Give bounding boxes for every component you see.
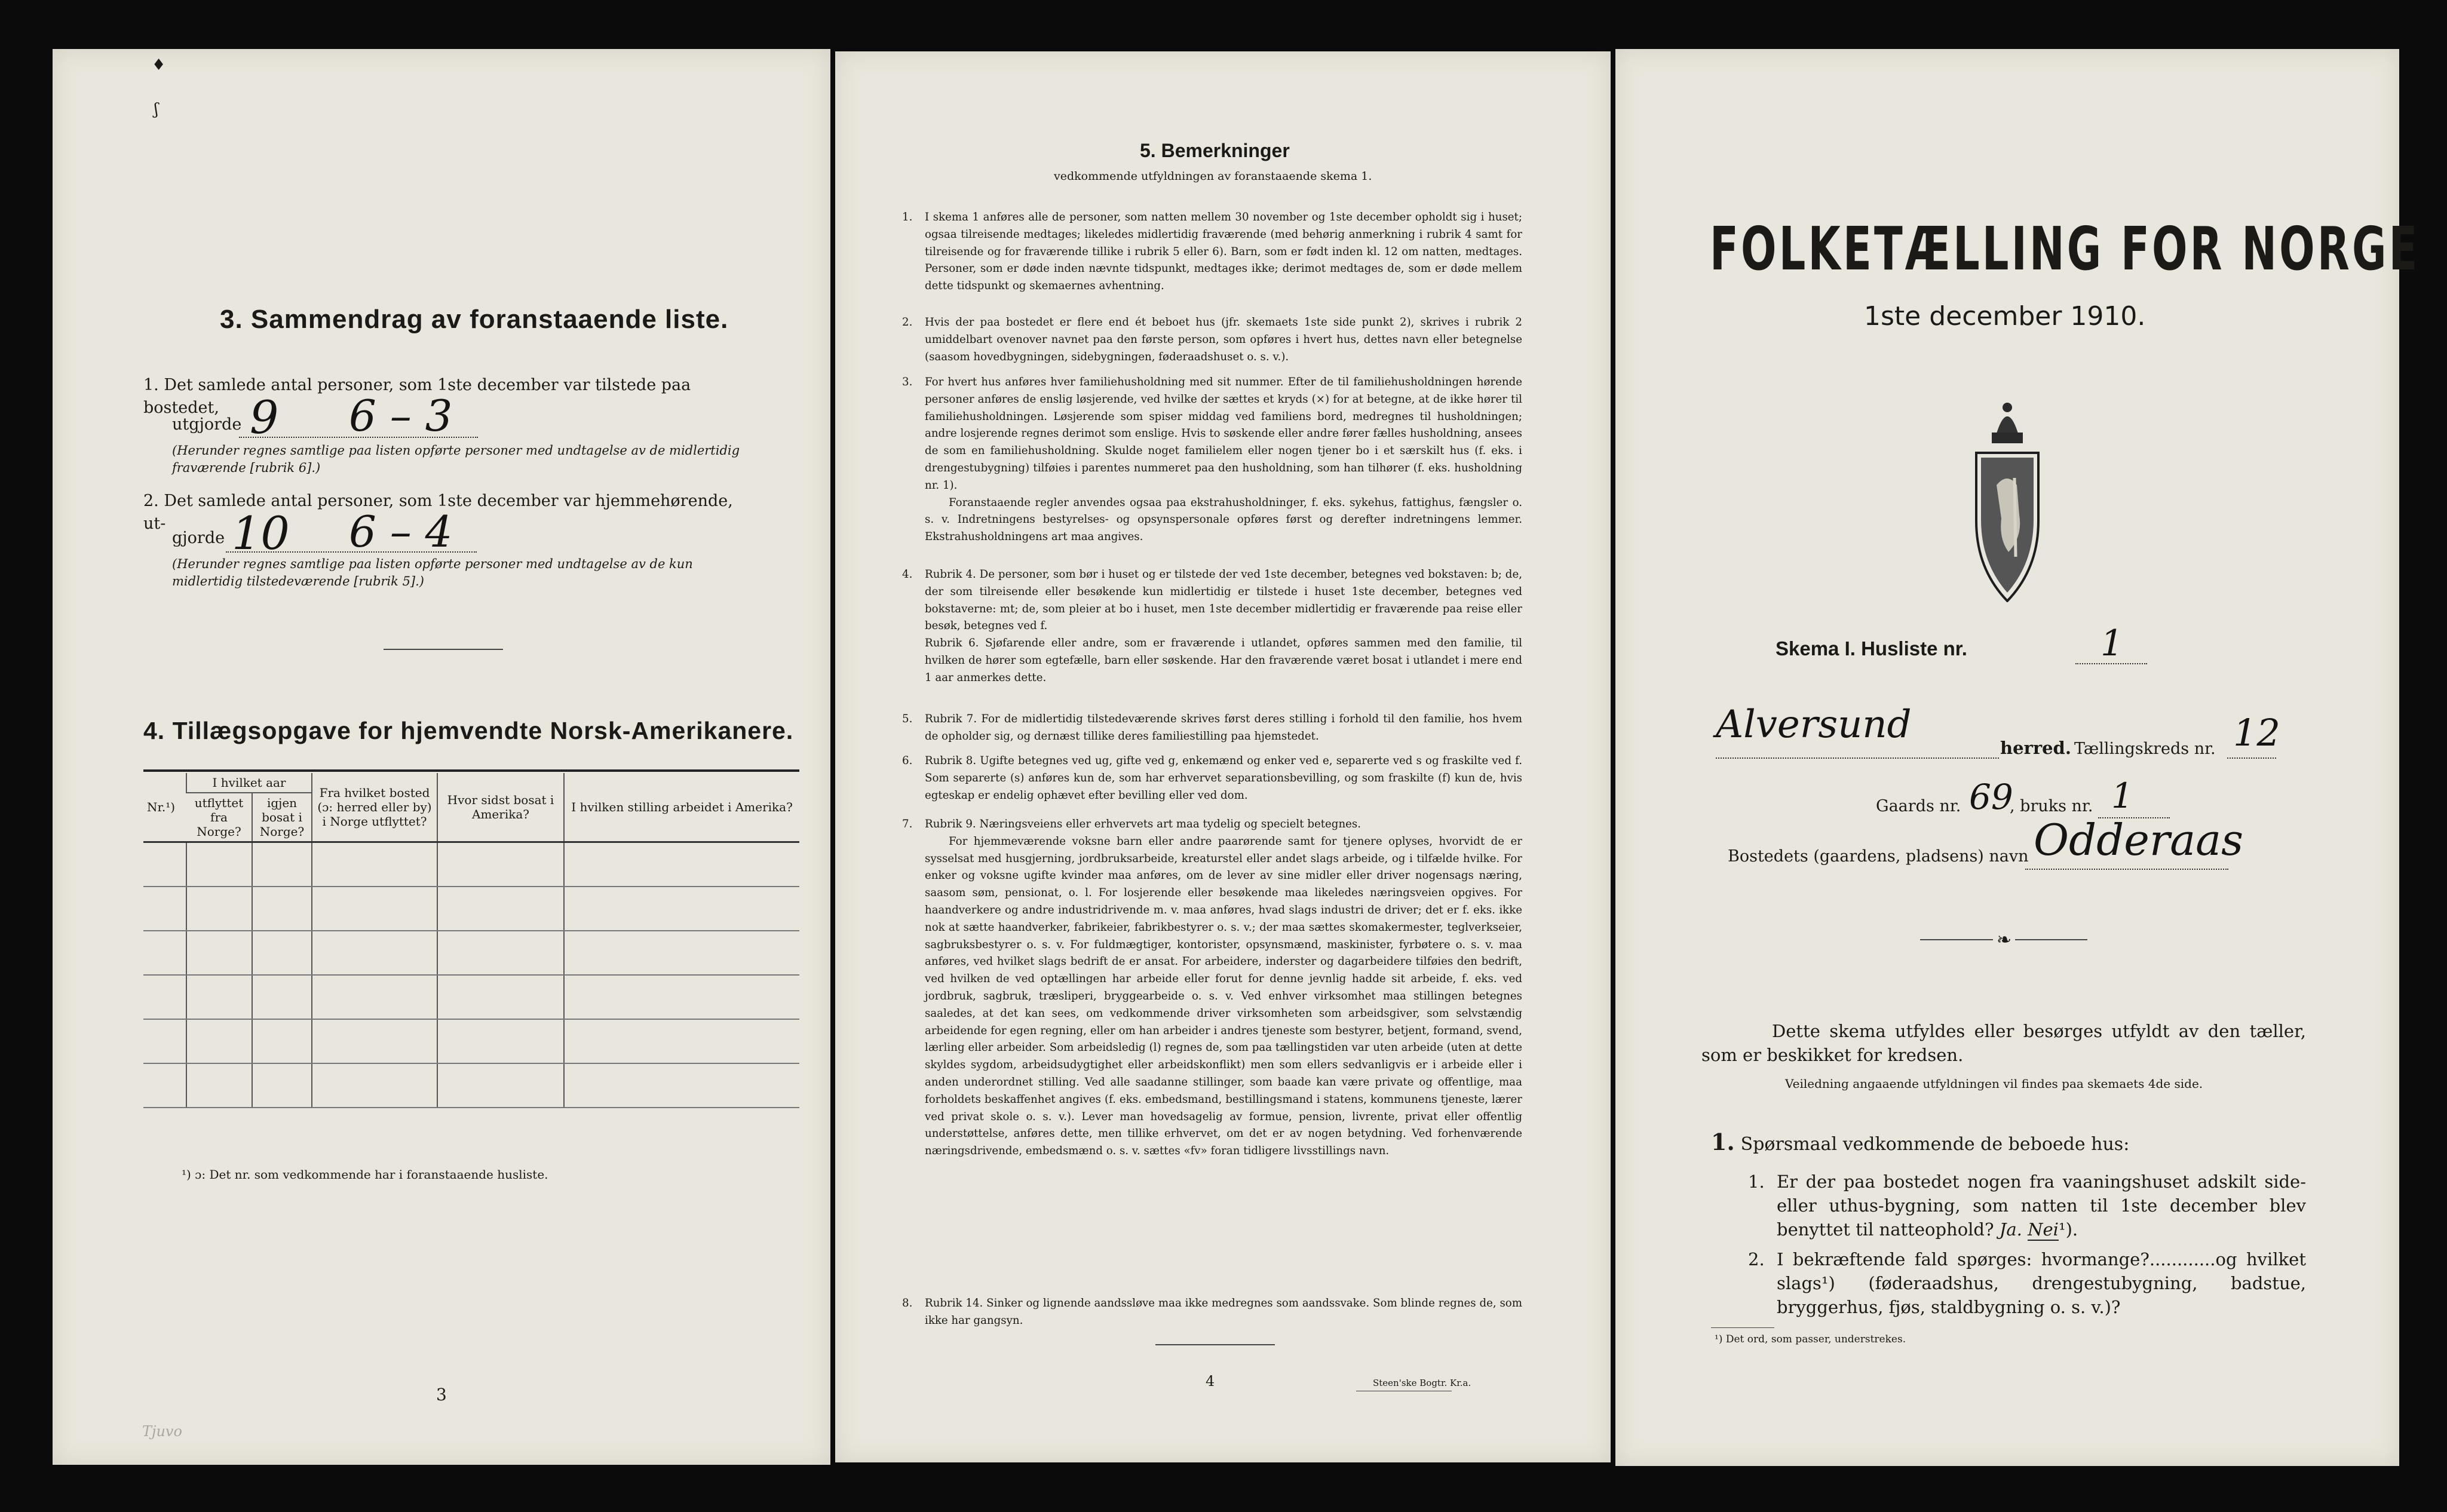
summary-item-1-note: (Herunder regnes samtlige paa listen opførte personer med undtagelse av de midlertidig fraværende [rubrik 6].) (172, 443, 740, 475)
krets-label: Tællingskreds nr. (2074, 740, 2216, 758)
table-cell (252, 975, 312, 1019)
col-header-igjen: igjen bosat i Norge? (252, 793, 312, 842)
table-cell (564, 975, 799, 1019)
remark-5 (902, 711, 1522, 746)
table-cell (312, 842, 437, 887)
handwritten-count-present: 9 (250, 391, 279, 444)
remark-number: 1. (902, 211, 913, 223)
remark-extra: Rubrik 6. Sjøfarende eller andre, som er fraværende i utlandet, opføres sammen med den familie, til hvilken de hører som egtefælle, barn eller søskende. Har den fraværende været bosat i utlandet i mere end 1 aar anmerkes dette. (925, 637, 1522, 684)
remark-text: Rubrik 8. Ugifte betegnes ved ug, gifte ved g, enkemænd og enker ved e, separerte ved s og fraskilte ved f. Som separerte (s) anføres kun de, som har erhvervet separationsbevilling, og som fraskilte (f) kun de, hvis egteskap er endelig ophævet efter bevilling eller ved dom. (925, 755, 1522, 802)
summary-item-1-text: 1. Det samlede antal personer, som 1ste december var tilstede paa bostedet, (143, 376, 691, 417)
table-cell (143, 1019, 186, 1063)
answer-nei-underlined: Nei (2028, 1219, 2059, 1240)
section-4-title: 4. Tillægsopgave for hjemvendte Norsk-Amerikanere. (143, 717, 794, 744)
table-cell (564, 842, 799, 887)
table-cell (312, 1019, 437, 1063)
skema-label: Skema I. Husliste nr. (1776, 637, 1967, 660)
table-row (143, 931, 799, 975)
guidance-note: Veiledning angaaende utfyldningen vil findes paa skemaets 4de side. (1785, 1077, 2203, 1091)
table-cell (252, 1019, 312, 1063)
table-cell (564, 887, 799, 931)
page-number: 3 (436, 1385, 447, 1404)
remark-7 (902, 816, 1522, 1160)
husliste-number: 1 (2101, 622, 2124, 664)
table-cell (437, 931, 564, 975)
table-row (143, 842, 799, 887)
remark-1 (902, 209, 1522, 295)
remark-text: For hvert hus anføres hver familiehusholdning med sit nummer. Efter de til familiehusholdningen hørende personer anføres de enslig løsjerende, ved hvilke der sættes et kryds (×) for at betegne, at de ikke hører til familiehusholdningen. Løsjerende som spiser middag ved familiens bord, medregnes til husholdningen; andre losjerende regnes derimot som enslige. Hvis to søskende eller andre fører fælles husholdning, ansees de som en familiehusholdning. Skulde noget familielem eller nogen tjener bo i et særskilt hus (f. eks. i drengestubygning) tilføies i parentes nummeret paa den husholdning, som han tilhører (f. eks. husholdning nr. 1). (925, 376, 1522, 492)
census-date: 1ste december 1910. (1864, 301, 2146, 332)
table-row (143, 1019, 799, 1063)
col-header-year-group: I hvilket aar (186, 773, 312, 793)
col-header-utflyttet: utflyttet fra Norge? (186, 793, 252, 842)
margin-mark: ♦ (152, 56, 166, 74)
bruks-label: , bruks nr. (2010, 797, 2093, 815)
table-cell (143, 887, 186, 931)
table-cell (437, 975, 564, 1019)
table-cell (437, 1019, 564, 1063)
table-cell (143, 842, 186, 887)
middle-page (835, 51, 1611, 1462)
remark-text: Rubrik 7. For de midlertidig tilstedeværende skrives først deres stilling i forhold til den familie, hos hvem de opholder sig, og dernæst tillike deres familiestilling paa hjemstedet. (925, 713, 1522, 743)
table-cell (312, 931, 437, 975)
remark-8 (902, 1295, 1522, 1330)
remark-4 (902, 566, 1522, 687)
handwritten-count-resident: 10 (232, 507, 290, 560)
remark-extra: For hjemmeværende voksne barn eller andre paarørende samt for tjenere oplyses, hvorvidt de er sysselsat med husgjerning, jordbruksarbeide, kreaturstel eller andet slags arbeide, og i tilfælde hvilke. For enker og voksne ugifte kvinder maa anføres, om de lever av sine midler eller driver nogensags næring, saasom søm, pensionat, o. l. For losjerende eller besøkende maa likeledes næringsveien opgives. For haandverkere og andre industridrivende m. v. maa anføres, hvad slags industri de driver; det er f. eks. ikke nok at sætte haandverker, fabrikeier, fabrikbestyrer o. s. v.; der maa sættes skomakermester, teglverkseier, sagbruksbestyrer o. s. v. For fuldmægtiger, kontorister, opsynsmænd, maskinister, fyrbøtere o. s. v. maa anføres, ved hvilket slags bedrift de er ansat. For arbeidere, inderster og dagarbeidere tilføies den bedrift, ved hvilken de ved optællingen har arbeide eller forut for denne jevnlig hadde sit arbeide, f. eks. ved jordbruk, sagbruk, træsliperi, bryggearbeide o. s. v. Ved enhver virksomhet maa stillingen betegnes saaledes, at det kan sees, om vedkommende driver virksomheten som arbeidsgiver, som selvstændig arbeidende for egen regning, eller om han arbeider i andres tjeneste som bestyrer, betjent, formand, svend, lærling eller arbeider. Som arbeidsledig (l) regnes de, som paa tællingstiden var uten arbeide (uten at dette skyldes sygdom, arbeidsudygtighet eller arbeidskonflikt) men som ellers sedvanligvis er i arbeide eller i anden underordnet stilling. Ved alle saadanne stillinger, som baade kan være private og offentlige, maa forholdets beskaffenhet angives (f. eks. embedsmand, bestillingsmand i statens, kommunens tjeneste, lærer ved privat skole o. s. v.). Lever man hovedsagelig av formue, pension, livrente, privat eller offentlig understøttelse, anføres dette, men tillike erhvervet, om det er av nogen betydning. Ved forhenværende næringsdrivende, embedsmænd o. s. v. sættes «fv» foran tidligere livsstillings navn. (925, 835, 1522, 1158)
fill-line (1716, 757, 1999, 759)
bosted-label: Bostedets (gaardens, pladsens) navn (1728, 847, 2029, 866)
remark-number: 7. (902, 818, 913, 830)
table-cell (437, 1063, 564, 1108)
question-1-text: Er der paa bostedet nogen fra vaaningshuset adskilt side- eller uthus-bygning, som natten til 1ste december blev benyttet til natteophold? (1777, 1171, 2306, 1240)
remark-2 (902, 314, 1522, 366)
remark-text: Hvis der paa bostedet er flere end ét beboet hus (jfr. skemaets 1ste side punkt 2), skrives i rubrik 2 umiddelbart ovenover navnet paa den første person, som opføres i hvert hus, dettes navn eller betegnelse (saasom hovedbygningen, sidebygningen, føderaadshuset o. s. v.). (925, 316, 1522, 363)
divider (384, 649, 503, 650)
table-footnote: ¹) ɔ: Det nr. som vedkommende har i foranstaaende husliste. (182, 1167, 548, 1182)
herred-label: herred. (2000, 738, 2071, 758)
remark-3 (902, 374, 1522, 546)
remarks-subtitle: vedkommende utfyldningen av foranstaaende skema 1. (1054, 170, 1372, 183)
summary-item-2-text: 2. Det samlede antal personer, som 1ste december var hjemmehørende, ut- (143, 492, 733, 533)
remark-number: 2. (902, 316, 913, 329)
table-row (143, 887, 799, 931)
question-2-text: I bekræftende fald spørges: hvormange?............og hvilket slags¹) (føderaadshus, drengestubygning, badstue, bryggerhus, fjøs, staldbygning o. s. v.)? (1777, 1249, 2306, 1317)
remark-number: 3. (902, 376, 913, 388)
remark-text: I skema 1 anføres alle de personer, som natten mellem 30 november og 1ste december opholdt sig i huset; ogsaa tilreisende medtages; likeledes midlertidig fraværende (med behørig anmerkning i rubrik 4 samt for tilreisende og for fraværende tillike i rubrik 5 eller 6). Barn, som er født inden kl. 12 om natten, medtages. Personer, som er døde inden nævnte tidspunkt, medtages ikke; derimot medtages de, som er døde mellem dette tidspunkt og skemaernes avhentning. (925, 211, 1522, 293)
table-cell (437, 887, 564, 931)
coat-of-arms-icon (1973, 395, 2042, 602)
fill-instruction: Dette skema utfyldes eller besørges utfyldt av den tæller, som er beskikket for kredsen. (1701, 1021, 2306, 1065)
bruks-number: 1 (2111, 775, 2133, 816)
questions-heading: Spørsmaal vedkommende de beboede hus: (1740, 1134, 2130, 1155)
table-cell (186, 887, 252, 931)
summary-item-2-lead: gjorde (172, 529, 225, 547)
table-cell (186, 1063, 252, 1108)
col-header-fra: Fra hvilket bosted (ɔ: herred eller by) i Norge utflyttet? (312, 773, 437, 842)
summary-item-2-note: (Herunder regnes samtlige paa listen opførte personer med undtagelse av de kun midlertidig tilstedeværende [rubrik 5].) (172, 557, 693, 588)
ornament-icon: ❧ (1993, 930, 2015, 950)
left-page (53, 49, 830, 1465)
table-row (143, 975, 799, 1019)
table-cell (564, 931, 799, 975)
remark-number: 6. (902, 755, 913, 767)
remark-number: 4. (902, 568, 913, 581)
table-cell (186, 1019, 252, 1063)
handwritten-split-present: 6 – 3 (349, 391, 453, 441)
remark-number: 5. (902, 713, 913, 725)
gaards-label: Gaards nr. (1876, 797, 1961, 815)
questions-number: 1. (1711, 1128, 1735, 1155)
col-header-stilling: I hvilken stilling arbeidet i Amerika? (564, 773, 799, 842)
census-title: FOLKETÆLLING FOR NORGE (1710, 214, 2420, 284)
table-top-rule (143, 769, 799, 772)
table-cell (186, 931, 252, 975)
table-cell (252, 842, 312, 887)
remark-text: Rubrik 9. Næringsveiens eller erhvervets art maa tydelig og specielt betegnes. (925, 818, 1362, 830)
fill-line (2025, 869, 2228, 870)
table-cell (252, 1063, 312, 1108)
summary-item-1-lead: utgjorde (172, 415, 242, 434)
table-cell (186, 842, 252, 887)
answer-suffix: ¹). (2058, 1219, 2078, 1240)
col-header-nr: Nr.¹) (143, 773, 186, 842)
herred-name: Alversund (1716, 703, 1912, 747)
answer-ja: Ja. (1999, 1219, 2022, 1240)
table-row (143, 1063, 799, 1108)
table-cell (143, 975, 186, 1019)
norsk-amerikanere-table (143, 773, 799, 1108)
section-3-title: 3. Sammendrag av foranstaaende liste. (220, 305, 729, 334)
krets-number: 12 (2233, 711, 2280, 755)
handwritten-split-resident: 6 – 4 (349, 507, 453, 557)
question-1-number: 1. (1748, 1171, 1765, 1192)
table-cell (564, 1063, 799, 1108)
right-footnote: ¹) Det ord, som passer, understrekes. (1715, 1333, 1906, 1345)
table-cell (186, 975, 252, 1019)
table-cell (143, 1063, 186, 1108)
remarks-title: 5. Bemerkninger (1140, 140, 1290, 161)
gaards-number: 69 (1969, 777, 2013, 817)
printer-imprint: Steen'ske Bogtr. Kr.a. (1373, 1378, 1471, 1388)
table-cell (312, 975, 437, 1019)
question-1 (1777, 1170, 2306, 1241)
table-cell (564, 1019, 799, 1063)
col-header-hvor: Hvor sidst bosat i Amerika? (437, 773, 564, 842)
questions-title (1711, 1130, 2129, 1157)
bosted-name: Odderaas (2034, 815, 2244, 865)
question-2-number: 2. (1748, 1249, 1765, 1269)
faint-pencil-note: Tjuvo (142, 1423, 182, 1440)
table-cell (312, 1063, 437, 1108)
fill-line (2227, 757, 2276, 759)
page-number: 4 (1206, 1373, 1215, 1390)
divider (1155, 1344, 1275, 1345)
fill-line (239, 436, 478, 438)
right-page (1615, 49, 2420, 1466)
remark-6 (902, 753, 1522, 804)
footnote-rule (1711, 1327, 1774, 1328)
remark-number: 8. (902, 1297, 913, 1309)
margin-mark: ʃ (154, 100, 159, 118)
table-cell (312, 887, 437, 931)
table-cell (252, 887, 312, 931)
table-cell (437, 842, 564, 887)
fill-line (226, 551, 477, 553)
fill-line (2075, 663, 2147, 664)
remark-extra: Foranstaaende regler anvendes ogsaa paa ekstrahusholdninger, f. eks. sykehus, fattighus, fængsler o. s. v. Indretningens bestyrelses- og opsynspersonale opføres først og derefter indretningens lemmer. Ekstrahusholdningens art maa angives. (925, 496, 1522, 544)
remark-text: Rubrik 14. Sinker og lignende aandssløve maa ikke medregnes som aandssvake. Som blinde regnes de, som ikke har gangsyn. (925, 1297, 1522, 1327)
remark-text: Rubrik 4. De personer, som bør i huset og er tilstede der ved 1ste december, betegnes ved bokstaven: b; de, der som tilreisende eller besøkende kun midlertidig er tilstede i huset 1ste december, betegnes ved bokstaverne: mt; de, som pleier at bo i huset, men 1ste december midlertidig er fraværende paa reise eller besøk, betegnes ved f. (925, 568, 1522, 633)
table-cell (252, 931, 312, 975)
table-cell (143, 931, 186, 975)
